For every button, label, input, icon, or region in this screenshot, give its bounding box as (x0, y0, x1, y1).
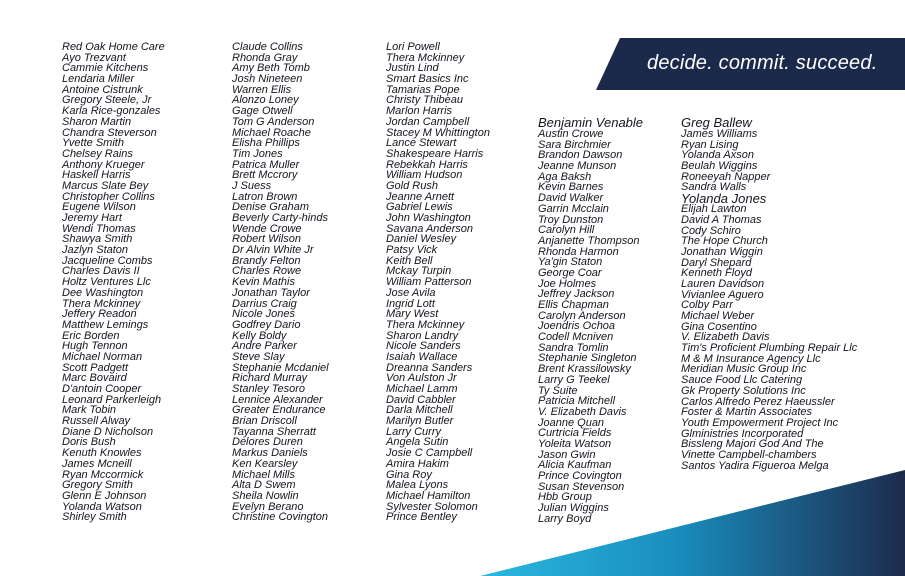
name-entry: Youth Empowerment Project Inc (681, 416, 839, 429)
name-entry: Sharon Landry (386, 329, 459, 342)
name-entry: Jeffrey Jackson (538, 288, 615, 301)
name-entry: Alta D Swem (232, 479, 296, 492)
name-entry: Joanne Quan (538, 416, 605, 429)
name-entry: Darla Mitchell (386, 404, 453, 417)
name-entry: Prince Bentley (386, 511, 457, 524)
name-entry: Anjanette Thompson (538, 234, 640, 247)
name-entry: Jonathan Taylor (232, 286, 310, 299)
name-entry: Latron Brown (232, 190, 298, 203)
name-entry: Christopher Collins (62, 190, 155, 203)
name-entry: Glenn E Johnson (62, 489, 147, 502)
name-entry: Gregory Steele, Jr (62, 94, 152, 107)
name-entry: Prince Covington (538, 470, 622, 482)
name-entry: George Coar (538, 266, 602, 279)
name-entry: Thera Mckinney (62, 297, 141, 310)
name-entry: Ayo Trezvant (62, 51, 126, 64)
tagline-banner (596, 38, 905, 90)
name-entry: Larry Curry (386, 425, 442, 438)
name-entry: Beverly Carty-hinds (232, 212, 328, 224)
column-heading: Greg Ballew (681, 115, 752, 130)
name-entry: William Hudson (386, 169, 463, 182)
name-entry: Warren Ellis (232, 83, 292, 96)
name-entry: Ty Suite (538, 384, 578, 397)
name-entry: Brandy Felton (232, 254, 301, 267)
name-entry: Isaiah Wallace (386, 350, 458, 363)
name-entry: Mary West (386, 308, 439, 321)
name-entry: Daryl Shepard (681, 256, 752, 269)
name-entry: Yvette Smith (62, 137, 124, 150)
name-entry: Lendaria Miller (62, 73, 135, 86)
name-entry: Cammie Kitchens (62, 62, 149, 75)
name-entry: Jordan Campbell (386, 115, 470, 128)
name-entry: Eric Borden (62, 329, 120, 342)
name-entry: Dee Washington (62, 286, 144, 299)
name-entry: Chelsey Rains (62, 147, 133, 160)
name-entry: David Walker (538, 192, 604, 205)
name-entry: Tom G Anderson (232, 115, 315, 128)
name-entry: Rhonda Gray (232, 51, 298, 64)
name-entry: Marlon Harris (386, 105, 453, 118)
name-entry: Yolanda Jones (681, 191, 767, 207)
name-entry: Charles Davis II (62, 265, 140, 278)
name-entry: Hugh Tennon (62, 340, 128, 353)
name-entry: Amy Beth Tomb (232, 62, 310, 75)
name-entry: Jeanne Munson (538, 160, 617, 173)
name-entry: Patrica Muller (232, 158, 300, 171)
name-entry: Michael Hamilton (386, 489, 471, 502)
name-entry: Richard Murray (232, 372, 308, 385)
name-entry: V. Elizabeth Davis (538, 405, 627, 418)
name-entry: Kenneth Floyd (681, 267, 752, 280)
name-entry: Gregory Smith (62, 479, 133, 492)
name-entry: Tim's Proficient Plumbing Repair Llc (681, 342, 858, 355)
name-entry: Dreanna Sanders (386, 361, 473, 374)
name-entry: Stephanie Mcdaniel (232, 361, 329, 374)
name-entry: James Williams (681, 128, 758, 140)
name-entry: David A Thomas (681, 213, 762, 226)
name-entry: Larry Boyd (538, 512, 592, 525)
name-entry: Vinette Campbell-chambers (681, 448, 817, 461)
name-entry: Jonathan Wiggin (681, 245, 763, 258)
name-entry: Gina Cosentino (681, 320, 757, 333)
name-entry: Thera Mckinney (386, 51, 465, 64)
name-entry: Stanley Tesoro (232, 383, 305, 395)
name-entry: The Hope Church (681, 235, 768, 248)
name-entry: Ingrid Lott (386, 297, 435, 310)
name-entry: Carolyn Hill (538, 224, 595, 237)
name-entry: Ellis Chapman (538, 299, 609, 311)
column-heading: Benjamin Venable (538, 115, 644, 130)
name-entry: Shakespeare Harris (386, 147, 484, 160)
name-entry: Karla Rice-gonzales (62, 105, 161, 118)
name-entry: Godfrey Dario (232, 318, 301, 331)
name-entry: Codell Mcniven (538, 331, 614, 344)
name-entry: Dr Alvin White Jr (232, 244, 314, 257)
name-entry: Bissleng Majori God And The (681, 438, 824, 451)
name-entry: V. Elizabeth Davis (681, 331, 770, 344)
name-entry: Alicia Kaufman (538, 459, 612, 472)
name-entry: Marc Bovaird (62, 372, 127, 385)
name-entry: Shawya Smith (62, 233, 133, 246)
name-entry: Gk Property Solutions Inc (681, 384, 806, 397)
name-entry: Kelly Boldy (232, 329, 287, 342)
name-entry: Brent Krassilowsky (538, 363, 631, 376)
name-entry: Lennice Alexander (232, 393, 323, 406)
name-entry: Lauren Davidson (681, 277, 765, 290)
name-entry: Sheila Nowlin (232, 489, 299, 502)
names-column-5 (681, 116, 857, 471)
name-entry: Wendi Thomas (62, 222, 136, 235)
name-entry: Jacqueline Combs (62, 254, 153, 267)
name-entry: Elijah Lawton (681, 203, 747, 216)
name-entry: Sharon Martin (62, 115, 132, 128)
name-entry: Carolyn Anderson (538, 309, 626, 322)
name-entry: Lori Powell (386, 41, 440, 53)
name-entry: Matthew Lemings (62, 318, 149, 331)
name-entry: Joendris Ochoa (538, 320, 616, 333)
names-column-3 (386, 42, 490, 523)
name-entry: Garrin Mcclain (538, 202, 609, 215)
name-entry: Michael Norman (62, 350, 143, 363)
name-entry: Doris Bush (62, 436, 116, 449)
name-entry: Steve Slay (232, 350, 285, 363)
name-entry: Colby Parr (681, 299, 733, 312)
name-entry: Angela Sutin (386, 436, 449, 449)
name-entry: Sylvester Solomon (386, 500, 478, 513)
name-entry: Robert Wilson (232, 233, 301, 246)
name-entry: Andre Parker (232, 340, 297, 353)
name-entry: Malea Lyons (386, 479, 449, 492)
name-entry: Larry G Teekel (538, 373, 610, 386)
name-entry: Michael Roache (232, 126, 311, 139)
name-entry: Austin Crowe (538, 128, 604, 140)
name-entry: Vivianlee Aguero (681, 288, 764, 301)
name-entry: Aga Baksh (538, 170, 592, 183)
name-entry: Alonzo Loney (232, 94, 299, 107)
name-entry: Yolanda Watson (62, 500, 142, 513)
name-entry: Carlos Alfredo Perez Haeussler (681, 395, 835, 408)
name-entry: David Cabbler (386, 393, 456, 406)
name-entry: Sara Birchmier (538, 138, 611, 151)
name-entry: Ryan Lising (681, 138, 739, 151)
name-entry: Evelyn Berano (232, 500, 304, 513)
name-entry: Ya'gin Staton (538, 256, 603, 269)
name-entry: Brett Mccrory (232, 169, 298, 182)
name-entry: John Washington (386, 212, 471, 224)
name-entry: M & M Insurance Agency Llc (681, 352, 821, 365)
name-entry: Chandra Steverson (62, 126, 157, 139)
name-entry: Mark Tobin (62, 404, 117, 417)
name-entry: Gold Rush (386, 179, 438, 192)
name-entry: Elisha Phillips (232, 137, 300, 150)
name-entry: Scott Padgett (62, 361, 129, 374)
name-entry: Christy Thibeau (386, 94, 464, 107)
name-entry: Patsy Vick (386, 244, 438, 257)
name-entry: Sandra Walls (681, 181, 747, 194)
name-entry: Diane D Nicholson (62, 425, 154, 438)
name-entry: D'antoin Cooper (62, 383, 142, 395)
name-entry: Rhonda Harmon (538, 245, 619, 258)
name-entry: Julian Wiggins (538, 502, 609, 515)
name-entry: Savana Anderson (386, 222, 474, 235)
name-entry: Anthony Krueger (62, 158, 145, 171)
name-entry: Rebekkah Harris (386, 158, 468, 171)
name-entry: Kevin Barnes (538, 181, 604, 194)
name-entry: Foster & Martin Associates (681, 406, 813, 419)
name-entry: Kevin Mathis (232, 276, 295, 289)
name-entry: Eugene Wilson (62, 201, 136, 214)
name-entry: Haskell Harris (62, 169, 131, 182)
name-entry: Denise Graham (232, 201, 310, 214)
name-entry: Amira Hakim (386, 457, 449, 470)
name-entry: Ken Kearsley (232, 457, 298, 470)
name-entry: Roneeyah Napper (681, 170, 771, 183)
name-entry: Mckay Turpin (386, 265, 452, 278)
name-entry: James Mcneill (62, 457, 132, 470)
name-entry: Daniel Wesley (386, 233, 457, 246)
name-entry: Sauce Food Llc Catering (681, 374, 803, 387)
name-entry: Gage Otwell (232, 105, 293, 118)
name-entry: Jeremy Hart (62, 212, 122, 224)
name-entry: Russell Alway (62, 415, 131, 428)
name-entry: Cody Schiro (681, 224, 741, 237)
name-entry: Stephanie Singleton (538, 352, 637, 365)
name-entry: Thera Mckinney (386, 318, 465, 331)
name-entry: Von Aulston Jr (386, 372, 457, 385)
name-entry: Curtricia Fields (538, 427, 612, 440)
names-column-4 (538, 116, 643, 524)
name-entry: Michael Weber (681, 310, 755, 322)
name-entry: Claude Collins (232, 41, 303, 53)
name-entry: Michael Mills (232, 468, 295, 481)
name-entry: Meridian Music Group Inc (681, 363, 807, 376)
name-entry: Patricia Mitchell (538, 395, 616, 408)
name-entry: Susan Stevenson (538, 480, 625, 493)
name-entry: Santos Yadira Figueroa Melga (681, 459, 829, 472)
name-entry: Stacey M Whittington (386, 126, 490, 139)
name-entry: Yoleita Watson (538, 437, 612, 450)
name-entry: Delores Duren (232, 436, 303, 449)
name-entry: Marilyn Butler (386, 415, 454, 428)
name-entry: Red Oak Home Care (62, 41, 165, 53)
name-entry: Antoine Cistrunk (62, 83, 143, 96)
name-entry: Tayanna Sherratt (232, 425, 316, 438)
name-entry: Kenuth Knowles (62, 447, 142, 460)
name-entry: Beulah Wiggins (681, 160, 758, 173)
name-entry: Greater Endurance (232, 404, 326, 417)
name-entry: Tamarias Pope (386, 83, 460, 96)
name-entry: Glministries Incorporated (681, 427, 804, 440)
name-entry: Christine Covington (232, 511, 328, 524)
name-entry: Gabriel Lewis (386, 201, 453, 214)
name-entry: Gina Roy (386, 468, 432, 481)
name-entry: Nicole Jones (232, 308, 295, 321)
name-entry: Troy Dunston (538, 213, 604, 226)
name-entry: Hbb Group (538, 491, 592, 504)
name-entry: Jeffery Readon (62, 308, 137, 321)
name-entry: Lance Stewart (386, 137, 457, 150)
name-entry: Josie C Campbell (386, 447, 473, 460)
name-entry: Yolanda Axson (681, 149, 754, 162)
name-entry: Brian Driscoll (232, 415, 297, 428)
name-entry: Charles Rowe (232, 265, 302, 278)
name-entry: Markus Daniels (232, 447, 308, 460)
name-entry: Michael Lamm (386, 383, 458, 395)
name-entry: Marcus Slate Bey (62, 179, 149, 192)
name-entry: Keith Bell (386, 254, 433, 267)
name-entry: Justin Lind (386, 62, 439, 75)
names-column-2 (232, 42, 329, 523)
names-column-1 (62, 42, 165, 523)
name-entry: Smart Basics Inc (386, 73, 469, 86)
name-entry: J Suess (232, 179, 272, 192)
name-entry: Jazlyn Staton (62, 244, 129, 257)
name-entry: Darrius Craig (232, 297, 297, 310)
name-entry: Sandra Tomlin (538, 341, 609, 354)
tagline: decide. commit. succeed. (647, 52, 878, 74)
name-entry: Jose Avila (386, 286, 436, 299)
name-entry: Nicole Sanders (386, 340, 461, 353)
name-entry: Joe Holmes (538, 277, 597, 290)
name-entry: Holtz Ventures Llc (62, 276, 151, 289)
name-entry: Ryan Mccormick (62, 468, 144, 481)
name-entry: Shirley Smith (62, 511, 127, 524)
name-entry: Jason Gwin (538, 448, 596, 461)
name-entry: Jeanne Arnett (386, 190, 455, 203)
name-entry: Wende Crowe (232, 222, 302, 235)
name-entry: Tim Jones (232, 147, 283, 160)
name-entry: Josh Nineteen (232, 73, 303, 86)
name-entry: Leonard Parkerleigh (62, 393, 162, 406)
name-entry: William Patterson (386, 276, 472, 289)
name-entry: Brandon Dawson (538, 149, 623, 162)
